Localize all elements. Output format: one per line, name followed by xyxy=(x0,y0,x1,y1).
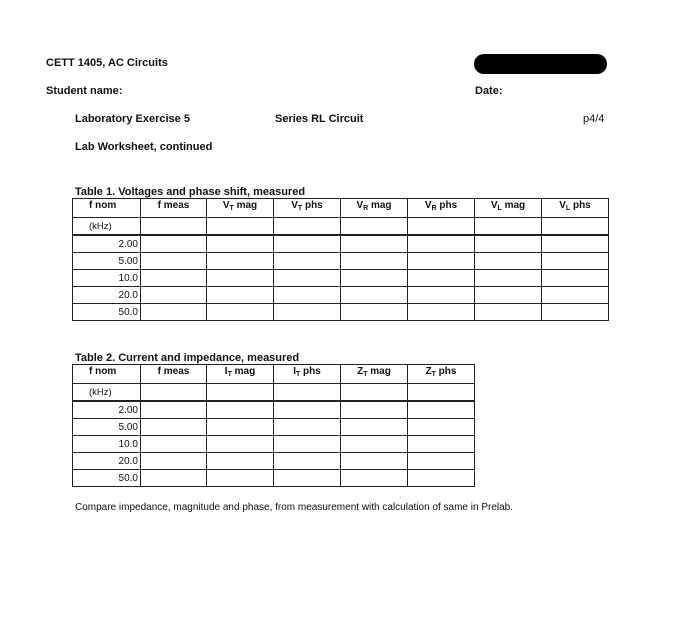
entry-cell[interactable] xyxy=(408,436,475,453)
entry-cell[interactable] xyxy=(207,304,274,321)
table-cell xyxy=(408,218,475,236)
table-row xyxy=(73,401,475,419)
entry-cell[interactable] xyxy=(141,419,207,436)
frequency-cell: 10.0 xyxy=(73,436,141,453)
column-header xyxy=(141,365,207,384)
entry-cell[interactable] xyxy=(408,287,475,304)
entry-cell[interactable] xyxy=(207,419,274,436)
column-header-label: V xyxy=(559,200,566,211)
column-header xyxy=(207,365,274,384)
entry-cell[interactable] xyxy=(542,287,609,304)
entry-cell[interactable] xyxy=(274,304,341,321)
entry-cell[interactable] xyxy=(475,304,542,321)
column-header-label: f nom xyxy=(89,200,117,211)
column-header-suffix: phs xyxy=(436,200,458,211)
entry-cell[interactable] xyxy=(542,253,609,270)
page-number: p4/4 xyxy=(583,113,605,125)
entry-cell[interactable] xyxy=(141,270,207,287)
column-header xyxy=(542,199,609,218)
current-impedance-table xyxy=(72,364,475,487)
entry-cell[interactable] xyxy=(475,270,542,287)
frequency-cell: 5.00 xyxy=(73,253,141,270)
column-header xyxy=(408,365,475,384)
frequency-cell: 50.0 xyxy=(73,304,141,321)
table-row xyxy=(73,287,609,304)
column-header-subscript: R xyxy=(431,205,437,212)
redaction-bar xyxy=(474,54,607,74)
entry-cell[interactable] xyxy=(542,235,609,253)
table2-caption: Table 2. Current and impedance, measured xyxy=(75,352,300,364)
entry-cell[interactable] xyxy=(274,436,341,453)
entry-cell[interactable] xyxy=(274,453,341,470)
column-header xyxy=(274,199,341,218)
entry-cell[interactable] xyxy=(207,453,274,470)
column-header-subscript: L xyxy=(565,205,571,212)
entry-cell[interactable] xyxy=(341,470,408,487)
entry-cell[interactable] xyxy=(141,436,207,453)
entry-cell[interactable] xyxy=(542,270,609,287)
entry-cell[interactable] xyxy=(408,304,475,321)
entry-cell[interactable] xyxy=(542,304,609,321)
table-row xyxy=(73,453,475,470)
column-header xyxy=(73,365,141,384)
table-cell xyxy=(274,384,341,402)
exercise-title: Laboratory Exercise 5 xyxy=(75,113,190,125)
entry-cell[interactable] xyxy=(341,304,408,321)
entry-cell[interactable] xyxy=(341,253,408,270)
entry-cell[interactable] xyxy=(408,419,475,436)
entry-cell[interactable] xyxy=(274,253,341,270)
table-cell xyxy=(207,218,274,236)
column-header-suffix: phs xyxy=(435,366,457,377)
table-header-row xyxy=(73,365,475,384)
entry-cell[interactable] xyxy=(207,287,274,304)
column-header-label: f nom xyxy=(89,366,117,377)
entry-cell[interactable] xyxy=(341,419,408,436)
table-row xyxy=(73,470,475,487)
entry-cell[interactable] xyxy=(141,401,207,419)
column-header-label: f meas xyxy=(157,200,190,211)
entry-cell[interactable] xyxy=(141,453,207,470)
column-header-label: V xyxy=(356,200,364,211)
entry-cell[interactable] xyxy=(141,235,207,253)
entry-cell[interactable] xyxy=(341,270,408,287)
column-header-subscript: T xyxy=(229,205,234,212)
circuit-title: Series RL Circuit xyxy=(275,113,364,125)
entry-cell[interactable] xyxy=(274,470,341,487)
column-header-suffix: phs xyxy=(300,366,321,377)
table-cell xyxy=(341,384,408,402)
column-header xyxy=(207,199,274,218)
table1-caption: Table 1. Voltages and phase shift, measured xyxy=(75,186,306,198)
worksheet-subtitle: Lab Worksheet, continued xyxy=(75,141,213,153)
entry-cell[interactable] xyxy=(141,470,207,487)
entry-cell[interactable] xyxy=(475,287,542,304)
column-header-suffix: phs xyxy=(570,200,591,211)
entry-cell[interactable] xyxy=(141,304,207,321)
column-header xyxy=(341,365,408,384)
entry-cell[interactable] xyxy=(274,235,341,253)
entry-cell[interactable] xyxy=(141,287,207,304)
column-header-suffix: mag xyxy=(501,200,526,211)
entry-cell[interactable] xyxy=(341,401,408,419)
column-header-label: V xyxy=(222,200,230,211)
column-header-label: f meas xyxy=(157,366,190,377)
course-title: CETT 1405, AC Circuits xyxy=(46,57,168,69)
column-header xyxy=(274,365,341,384)
entry-cell[interactable] xyxy=(274,419,341,436)
column-header-subscript: T xyxy=(295,371,301,378)
voltages-table xyxy=(72,198,609,321)
column-header-suffix: mag xyxy=(233,200,258,211)
frequency-cell: 2.00 xyxy=(73,401,141,419)
frequency-cell: 20.0 xyxy=(73,453,141,470)
entry-cell[interactable] xyxy=(274,401,341,419)
column-header-label: V xyxy=(490,200,498,211)
column-header-label: I xyxy=(224,366,228,377)
entry-cell[interactable] xyxy=(408,453,475,470)
unit-row xyxy=(73,384,475,402)
table-cell xyxy=(542,218,609,236)
column-header-label: Z xyxy=(357,366,364,377)
entry-cell[interactable] xyxy=(274,287,341,304)
entry-cell[interactable] xyxy=(408,270,475,287)
table-row xyxy=(73,270,609,287)
entry-cell[interactable] xyxy=(207,401,274,419)
entry-cell[interactable] xyxy=(207,270,274,287)
table-cell xyxy=(141,218,207,236)
unit-cell: (kHz) xyxy=(73,384,141,402)
column-header-subscript: T xyxy=(227,371,232,378)
table-row xyxy=(73,419,475,436)
student-name-label: Student name: xyxy=(46,85,123,97)
table-header-row xyxy=(73,199,609,218)
entry-cell[interactable] xyxy=(341,436,408,453)
table-row xyxy=(73,304,609,321)
entry-cell[interactable] xyxy=(408,470,475,487)
column-header xyxy=(73,199,141,218)
column-header xyxy=(341,199,408,218)
table-row xyxy=(73,436,475,453)
entry-cell[interactable] xyxy=(341,453,408,470)
entry-cell[interactable] xyxy=(408,235,475,253)
entry-cell[interactable] xyxy=(341,287,408,304)
entry-cell[interactable] xyxy=(141,253,207,270)
frequency-cell: 10.0 xyxy=(73,270,141,287)
entry-cell[interactable] xyxy=(274,270,341,287)
column-header-subscript: T xyxy=(363,371,368,378)
table-cell xyxy=(408,384,475,402)
entry-cell[interactable] xyxy=(341,235,408,253)
entry-cell[interactable] xyxy=(207,470,274,487)
column-header-subscript: T xyxy=(297,205,303,212)
column-header xyxy=(475,199,542,218)
table-cell xyxy=(274,218,341,236)
frequency-cell: 50.0 xyxy=(73,470,141,487)
column-header-subscript: T xyxy=(431,371,436,378)
entry-cell[interactable] xyxy=(475,253,542,270)
column-header xyxy=(141,199,207,218)
entry-cell[interactable] xyxy=(475,235,542,253)
column-header-subscript: L xyxy=(497,205,502,212)
table-row xyxy=(73,235,609,253)
unit-cell: (kHz) xyxy=(73,218,141,236)
entry-cell[interactable] xyxy=(207,436,274,453)
unit-row xyxy=(73,218,609,236)
table-row xyxy=(73,253,609,270)
table-cell xyxy=(475,218,542,236)
frequency-cell: 2.00 xyxy=(73,235,141,253)
frequency-cell: 5.00 xyxy=(73,419,141,436)
table-cell xyxy=(341,218,408,236)
column-header-label: I xyxy=(293,366,296,377)
column-header-label: Z xyxy=(425,366,432,377)
entry-cell[interactable] xyxy=(408,401,475,419)
entry-cell[interactable] xyxy=(207,253,274,270)
column-header xyxy=(408,199,475,218)
compare-note: Compare impedance, magnitude and phase, from measurement with calculation of same in Prelab. xyxy=(75,502,514,513)
date-label: Date: xyxy=(475,85,503,97)
entry-cell[interactable] xyxy=(408,253,475,270)
table-cell xyxy=(141,384,207,402)
entry-cell[interactable] xyxy=(207,235,274,253)
table-cell xyxy=(207,384,274,402)
column-header-suffix: mag xyxy=(231,366,256,377)
frequency-cell: 20.0 xyxy=(73,287,141,304)
column-header-label: V xyxy=(424,200,432,211)
column-header-label: V xyxy=(291,200,298,211)
column-header-suffix: phs xyxy=(302,200,323,211)
column-header-suffix: mag xyxy=(367,366,391,377)
column-header-subscript: R xyxy=(363,205,369,212)
column-header-suffix: mag xyxy=(368,200,392,211)
